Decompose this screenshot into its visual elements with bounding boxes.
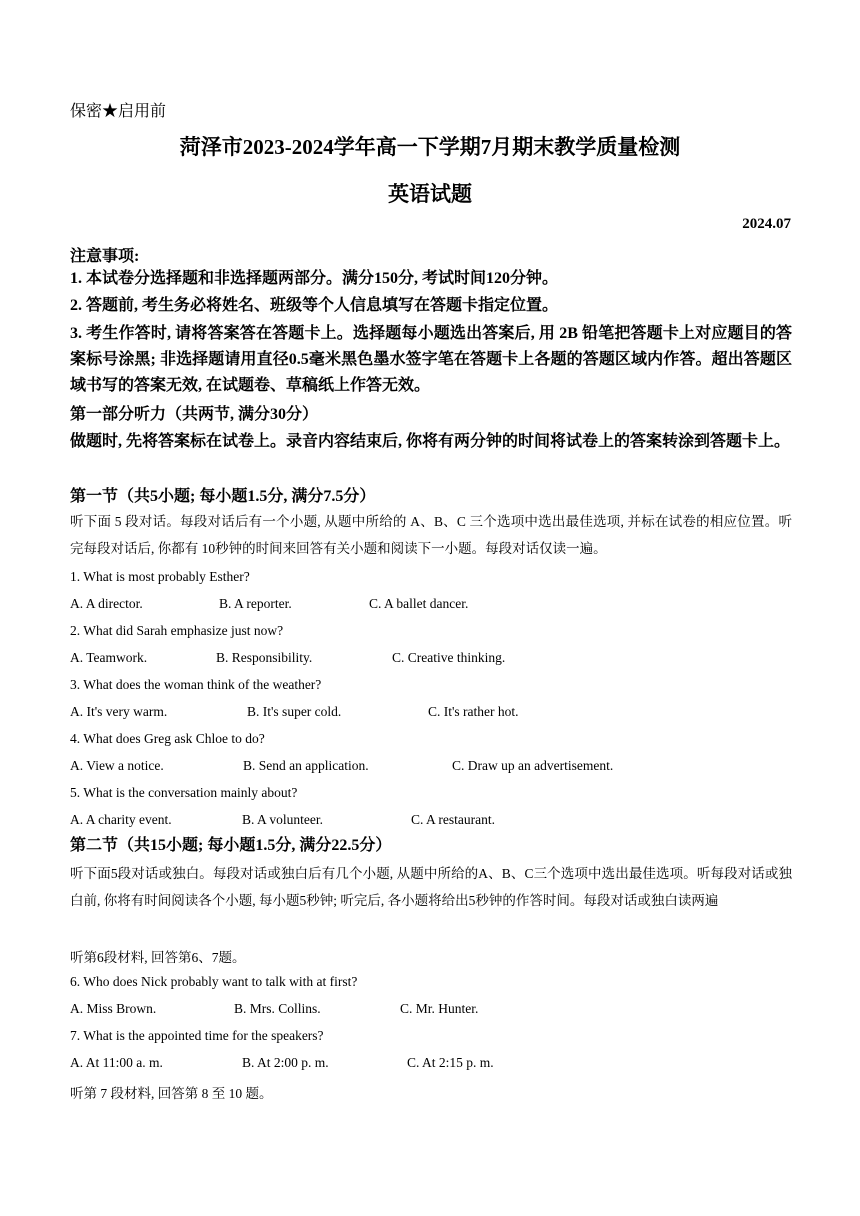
question-2-option-b: B. Responsibility.	[216, 650, 313, 665]
section2-instruction: 听下面5段对话或独白。每段对话或独白后有几个小题, 从题中所给的A、B、C三个选项中选出最佳选项。听每段对话或独白前, 你将有时间阅读各个小题, 每小题5秒钟; 听完后, 各小题将给出5秒钟的作答时间。每段对话或独白读两遍	[70, 866, 792, 908]
material-7-note: 听第 7 段材料, 回答第 8 至 10 题。	[70, 1086, 273, 1101]
question-6-option-b: B. Mrs. Collins.	[234, 1001, 321, 1016]
exam-subtitle: 英语试题	[388, 182, 472, 206]
question-7-option-b: B. At 2:00 p. m.	[242, 1055, 329, 1070]
note-item-3: 3. 考生作答时, 请将答案答在答题卡上。选择题每小题选出答案后, 用 2B 铅笔把答题卡上对应题目的答案标号涂黑; 非选择题请用直径0.5毫米黑色墨水签字笔在答题卡上各题的答题区域内作答。超出答题区域书写的答案无效, 在试题卷、草稿纸上作答无效。	[70, 325, 792, 394]
confidential-mark: 保密★启用前	[70, 103, 167, 120]
notes-heading: 注意事项:	[70, 248, 140, 265]
question-2-option-a: A. Teamwork.	[70, 650, 148, 665]
part1-instruction: 做题时, 先将答案标在试卷上。录音内容结束后, 你将有两分钟的时间将试卷上的答案转涂到答题卡上。	[70, 433, 791, 450]
section2-heading: 第二节（共15小题; 每小题1.5分, 满分22.5分）	[70, 837, 392, 854]
question-6-option-c: C. Mr. Hunter.	[400, 1001, 479, 1016]
section1-instruction: 听下面 5 段对话。每段对话后有一个小题, 从题中所给的 A、B、C 三个选项中选出最佳选项, 并标在试卷的相应位置。听完每段对话后, 你都有 10秒钟的时间来回答有关小题和阅读下一小题。每段对话仅读一遍。	[70, 514, 792, 556]
question-5-option-a: A. A charity event.	[70, 812, 172, 827]
question-3-option-b: B. It's super cold.	[247, 704, 342, 719]
question-4-option-c: C. Draw up an advertisement.	[452, 758, 614, 773]
question-5-option-b: B. A volunteer.	[242, 812, 323, 827]
question-2: 2. What did Sarah emphasize just now?	[70, 623, 284, 638]
question-6: 6. Who does Nick probably want to talk with at first?	[70, 974, 358, 989]
question-5: 5. What is the conversation mainly about?	[70, 785, 298, 800]
question-7-option-a: A. At 11:00 a. m.	[70, 1055, 163, 1070]
question-1-option-b: B. A reporter.	[219, 596, 292, 611]
exam-date: 2024.07	[742, 216, 791, 232]
material-6-note: 听第6段材料, 回答第6、7题。	[70, 950, 246, 965]
question-3-option-a: A. It's very warm.	[70, 704, 168, 719]
question-1: 1. What is most probably Esther?	[70, 569, 250, 584]
section1-heading: 第一节（共5小题; 每小题1.5分, 满分7.5分）	[70, 488, 376, 505]
part1-heading: 第一部分听力（共两节, 满分30分）	[70, 406, 319, 423]
question-5-option-c: C. A restaurant.	[411, 812, 495, 827]
question-4: 4. What does Greg ask Chloe to do?	[70, 731, 265, 746]
question-3: 3. What does the woman think of the weather?	[70, 677, 322, 692]
question-3-option-c: C. It's rather hot.	[428, 704, 519, 719]
note-item-2: 2. 答题前, 考生务必将姓名、班级等个人信息填写在答题卡指定位置。	[70, 297, 559, 314]
question-7-option-c: C. At 2:15 p. m.	[407, 1055, 494, 1070]
question-4-option-a: A. View a notice.	[70, 758, 164, 773]
question-1-option-c: C. A ballet dancer.	[369, 596, 469, 611]
note-item-1: 1. 本试卷分选择题和非选择题两部分。满分150分, 考试时间120分钟。	[70, 270, 559, 287]
exam-title: 菏泽市2023-2024学年高一下学期7月期末教学质量检测	[179, 135, 681, 159]
question-2-option-c: C. Creative thinking.	[392, 650, 506, 665]
question-6-option-a: A. Miss Brown.	[70, 1001, 157, 1016]
question-4-option-b: B. Send an application.	[243, 758, 369, 773]
question-7: 7. What is the appointed time for the speakers?	[70, 1028, 324, 1043]
question-1-option-a: A. A director.	[70, 596, 143, 611]
